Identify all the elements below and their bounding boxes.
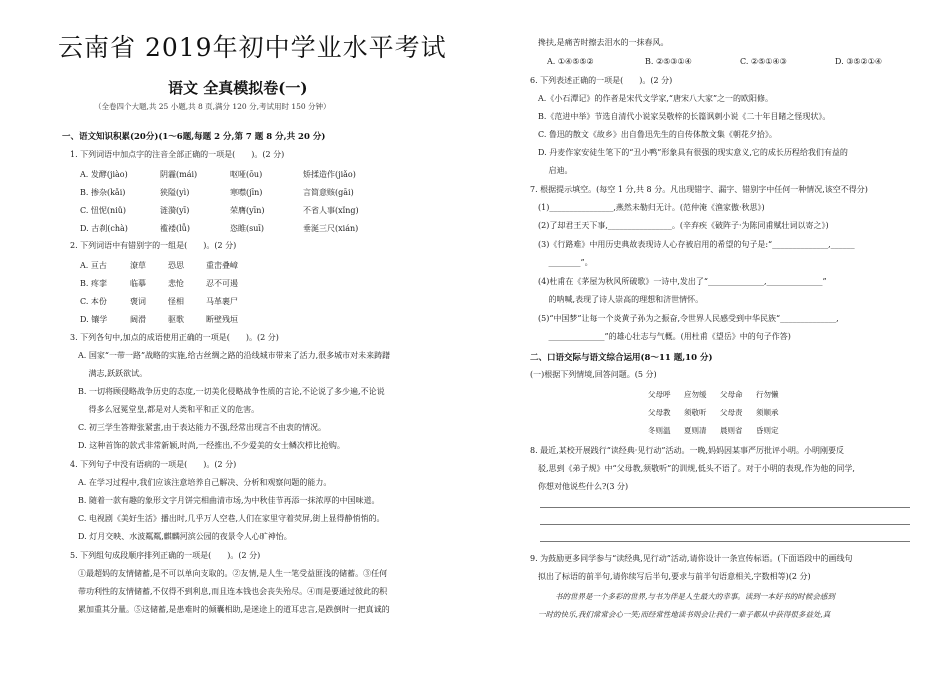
q3-line: B. 一切将顾侵略战争历史的态度,一切美化侵略战争性质的言论,不论说了多少遍,不论说: [78, 387, 385, 396]
q4-line: B. 随着一款有趣的象形文字月饼完相曲清市场,为中秋佳节再添一抹浓厚的中国味道。: [78, 496, 380, 505]
q5-opt: C. ②⑤①④③: [740, 57, 787, 66]
q3-line: C. 初三学生答辩张紧蜚,由于表达能力不强,经常出现言不由衷的情况。: [78, 423, 327, 432]
q1-opt: C. 忸怩(niǔ): [80, 206, 127, 215]
q5-opt: B. ②⑤③①④: [645, 57, 692, 66]
q7-line: (3)《行路难》中用历史典故表现诗人心存被启用的希望的句子是:“______________,______: [538, 240, 855, 249]
q1-opt: 阴霾(mái): [160, 170, 198, 179]
question-9: 9. 为鼓励更多同学参与“读经典,见行动”活动,请你设计一条宣传标语。(下面语段中的画线句: [530, 554, 853, 563]
q2-option-row: [80, 296, 238, 307]
q2-opt: 忍不可遏: [206, 279, 238, 288]
q5-line: 累加重其分量。⑤这储蓄,是患难时的倾囊相助,是迷途上的道耳忠言,是跌倒时一把真诚的: [78, 605, 390, 614]
question-5: 5. 下列组句成段顺序排列正确的一项是( )。(2 分): [70, 551, 261, 560]
q1-option-row: [80, 205, 359, 216]
answer-line[interactable]: [540, 541, 910, 542]
poem-cell: 应勿缓: [684, 390, 707, 399]
q1-opt: D. 古刹(chà): [80, 224, 128, 233]
q1-opt: 呕哑(ōu): [230, 170, 263, 179]
q2-opt: D. 镶学: [80, 315, 108, 324]
q1-opt: 褴褛(lǚ): [160, 224, 190, 233]
section-2-heading: 二、口语交际与语文综合运用(8～11 题,10 分): [530, 353, 713, 363]
q5-continuation: 搀扶,是痛苦时擦去泪水的一抹春风。: [538, 38, 669, 47]
poem-cell: 须顺承: [756, 408, 779, 417]
passage-line: 一时的快乐,我们常常会心一笑;而经常性地读书则会让我们一辈子都从中获得很多益处,真: [538, 610, 831, 619]
question-1: 1. 下列词语中加点字的注音全部正确的一项是( )。(2 分): [70, 150, 285, 159]
q2-opt: C. 本份: [80, 297, 107, 306]
q7-line: (4)杜甫在《茅屋为秋风所破歌》一诗中,发出了“______________,______________”: [538, 277, 827, 286]
poem-cell: 夏则凊: [684, 426, 707, 435]
q3-line: 得多么冠冕堂皇,都是对人类和平和正义的危害。: [78, 405, 260, 414]
q2-option-row: [80, 278, 238, 289]
q5-line: 带功利性的友情储蓄,不仅得不到利息,而且连本钱也会丧失殆尽。④而是要通过彼此的积: [78, 587, 388, 596]
question-4: 4. 下列句子中没有语病的一项是( )。(2 分): [70, 460, 237, 469]
q1-opt: 寒噤(jīn): [230, 188, 263, 197]
q2-opt: 怪相: [168, 297, 184, 306]
q5-opt: D. ③⑤②①④: [835, 57, 883, 66]
q8-line: 驳,思到《弟子规》中“父母教,须敬听”的训规,低头不语了。对于小明的表现,作为他的同学,: [538, 464, 855, 473]
q2-option-row: [80, 314, 238, 325]
q1-option-row: [80, 223, 358, 234]
exam-subtitle: 语文 全真模拟卷(一): [168, 79, 308, 97]
q6-line: C. 鲁迅的散文《故乡》出自鲁迅先生的自传体散文集《朝花夕拾》。: [538, 130, 777, 139]
passage-line: 书的世界是一个多彩的世界,与书为伴是人生最大的幸事。读到一本好书的时候会感到: [555, 592, 835, 601]
q1-option-row: [80, 187, 354, 198]
q1-opt: B. 掺杂(kǎi): [80, 188, 126, 197]
poem-cell: 晨则省: [720, 426, 743, 435]
q2-opt: 阔滑: [130, 315, 146, 324]
q7-line: (2)了却君王天下事,________________。(辛弃疾《破阵子·为陈同甫赋壮词以寄之》): [538, 221, 829, 230]
poem-cell: 父母命: [720, 390, 743, 399]
q2-opt: A. 亘古: [80, 261, 107, 270]
q7-line: (5)“中国梦”让每一个炎黄子孙为之振奋,令世界人民感受到中华民族“______________,: [538, 314, 839, 323]
question-3: 3. 下列各句中,加点的成语使用正确的一项是( )。(2 分): [70, 333, 279, 342]
poem-cell: 昏则定: [756, 426, 779, 435]
q4-line: A. 在学习过程中,我们应该注意培养自己解决、分析和观察问题的能力。: [78, 478, 332, 487]
poem-cell: 父母责: [720, 408, 743, 417]
q7-line: (1)________________,燕然未勒归无计。(范仲淹《渔家傲·秋思》): [538, 203, 765, 212]
poem-cell: 冬则温: [648, 426, 671, 435]
q6-line: 启迪。: [538, 166, 573, 175]
q2-opt: 褒词: [130, 297, 146, 306]
question-8: 8. 最近,某校开展践行“读经典·见行动”活动。一晚,妈妈因某事严厉批评小明。小明刚要反: [530, 446, 844, 455]
q1-opt: 恣睢(suī): [230, 224, 265, 233]
answer-line[interactable]: [540, 507, 910, 508]
q7-line: ________”。: [538, 258, 593, 267]
q1-option-row: [80, 169, 356, 180]
q2-opt: B. 疼挛: [80, 279, 107, 288]
poem-cell: 行勿懒: [756, 390, 779, 399]
poem-row: [648, 407, 792, 418]
poem-cell: 须敬听: [684, 408, 707, 417]
poem-cell: 父母教: [648, 408, 671, 417]
q2-opt: 断壁残垣: [206, 315, 238, 324]
answer-line[interactable]: [540, 524, 910, 525]
q1-opt: 垂涎三尺(xián): [303, 224, 359, 233]
q1-opt: 涟漪(yī): [160, 206, 190, 215]
q7-line: 的呐喊,表现了诗人崇高的理想和济世情怀。: [538, 295, 704, 304]
q1-opt: A. 发酵(jiào): [80, 170, 128, 179]
q1-opt: 言简意赅(gāi): [303, 188, 354, 197]
q7-line: ______________”的雄心壮志与气概。(用杜甫《望岳》中的句子作答): [538, 332, 791, 341]
q2-opt: 恐思: [168, 261, 184, 270]
q2-opt: 临摹: [130, 279, 146, 288]
poem-row: [648, 425, 792, 436]
question-2: 2. 下列词语中有错别字的一组是( )。(2 分): [70, 241, 237, 250]
q2-opt: 驱歌: [168, 315, 184, 324]
q6-line: D. 丹麦作家安徒生笔下的“丑小鸭”形象具有很强的现实意义,它的成长历程给我们有益的: [538, 148, 848, 157]
poem-cell: 父母呼: [648, 390, 671, 399]
exam-title: 云南省 2019年初中学业水平考试: [58, 33, 447, 62]
q1-opt: 不省人事(xǐng): [303, 206, 359, 215]
poem-row: [648, 389, 792, 400]
question-6: 6. 下列表述正确的一项是( )。(2 分): [530, 76, 673, 85]
q1-opt: 矫揉造作(jiǎo): [303, 170, 356, 179]
q2-opt: 重峦叠嶂: [206, 261, 238, 270]
q3-line: D. 这种首饰的款式非常新颖,时尚,一经推出,不少爱美的女士鳞次栉比抢购。: [78, 441, 345, 450]
part-1-heading: (一)根据下列情境,回答问题。(5 分): [530, 370, 657, 379]
q9-line: 拟出了标语的前半句,请你续写后半句,要求与前半句语意相关,字数相等)(2 分): [538, 572, 811, 581]
q3-line: A. 国家“一带一路”战略的实施,给古丝绸之路的沿线城市带来了活力,很多城市对未来踌躇: [78, 351, 391, 360]
q6-line: B.《范进中举》节选自清代小说家吴敬梓的长篇讽刺小说《二十年目睹之怪现状》。: [538, 112, 831, 121]
section-1-heading: 一、语文知识积累(20分)(1～6题,每题 2 分,第 7 题 8 分,共 20 分): [62, 132, 326, 142]
q2-option-row: [80, 260, 238, 271]
q2-opt: 马革裹尸: [206, 297, 238, 306]
q1-opt: 狭隘(yì): [160, 188, 190, 197]
q5-option-row: [547, 57, 882, 66]
exam-note: （全卷四个大题,共 25 小题,共 8 页,满分 120 分,考试用时 150 分钟）: [94, 102, 331, 111]
q5-line: ①最超妈的友情储蓄,是不可以单向支取的。②友情,是人生一笔受益匪浅的储蓄。③任何: [78, 569, 388, 578]
q4-line: C. 电视剧《美好生活》播出时,几乎万人空巷,人们在家里守着荧屏,街上显得静悄悄的。: [78, 514, 385, 523]
q2-opt: 潦草: [130, 261, 146, 270]
q5-opt: A. ①④⑤⑤②: [547, 57, 594, 66]
question-7: 7. 根据提示填空。(每空 1 分,共 8 分。凡出现错字、漏字、错别字中任何一种情况,该空不得分): [530, 185, 868, 194]
q1-opt: 荣膺(yīn): [230, 206, 265, 215]
q6-line: A.《小石潭记》的作者是宋代文学家,“唐宋八大家”之一的欧阳修。: [538, 94, 774, 103]
q4-line: D. 灯月交映、水波粼粼,麒麟河滨公园的夜景令人心旷神怡。: [78, 532, 292, 541]
q3-line: 满志,跃跃欲试。: [78, 369, 148, 378]
q2-opt: 悲怆: [168, 279, 184, 288]
q8-line: 你想对他说些什么?(3 分): [538, 482, 629, 491]
